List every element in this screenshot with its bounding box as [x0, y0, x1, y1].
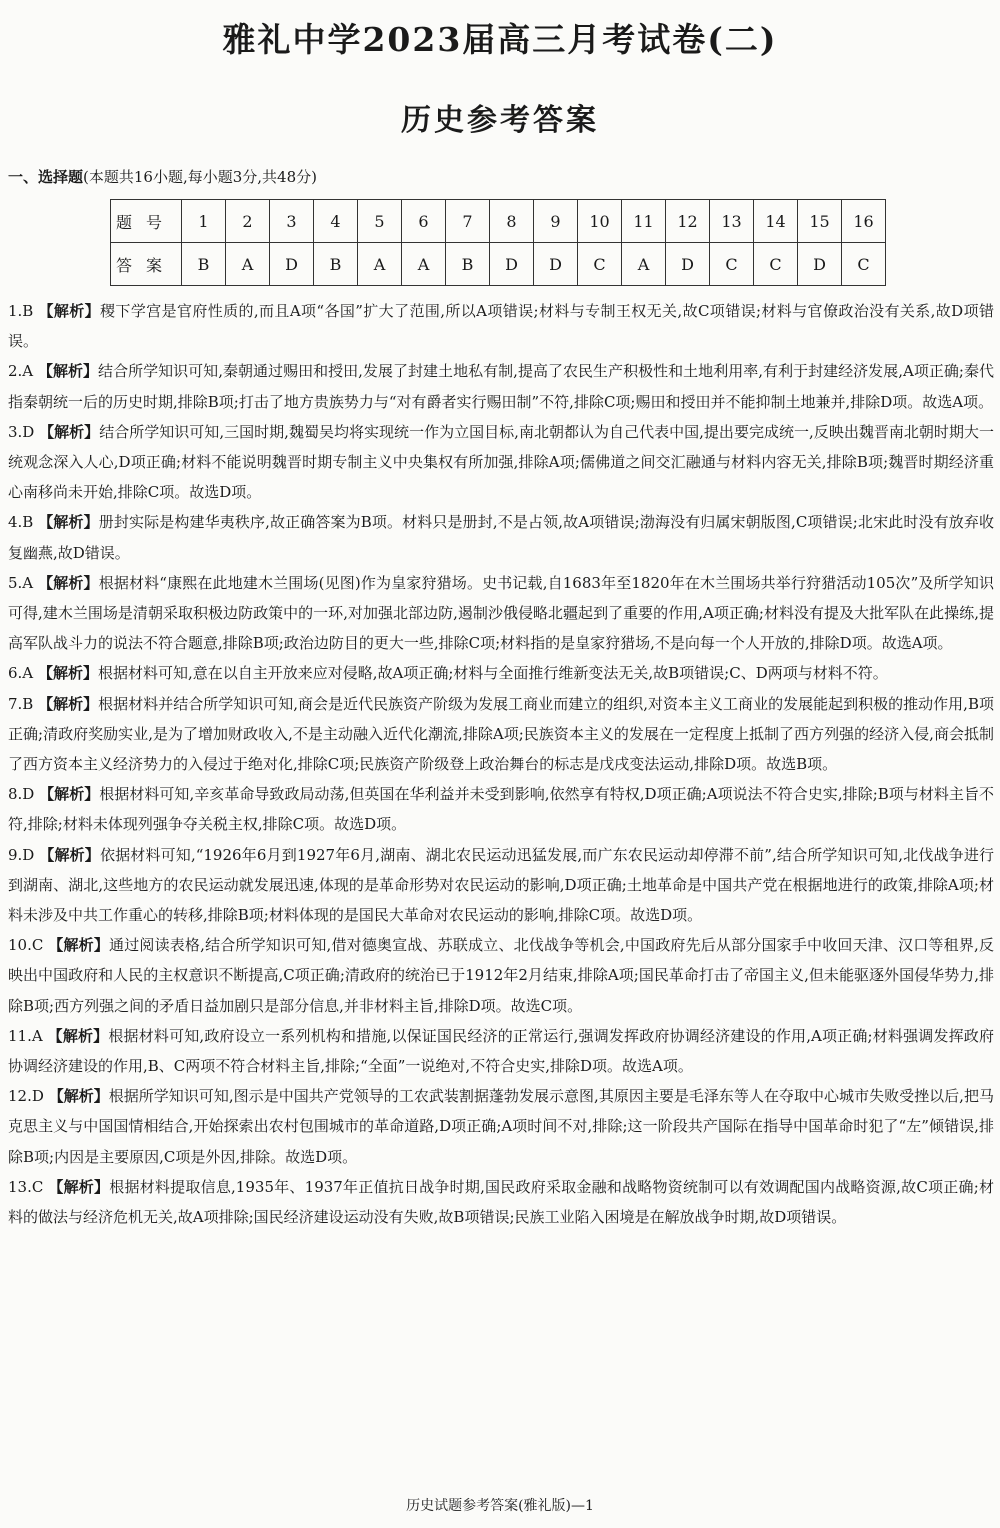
- answer-cell: C: [754, 243, 798, 286]
- analysis-tag: 【解析】: [48, 1087, 109, 1106]
- section-heading: [8, 166, 317, 187]
- analysis-tag: 【解析】: [37, 664, 98, 683]
- item-number: 4.B: [8, 513, 34, 532]
- item-text: 通过阅读表格,结合所学知识可知,借对德奥宣战、苏联成立、北伐战争等机会,中国政府先后从部分国家手中收回天津、汉口等租界,反映出中国政府和人民的主权意识不断提高,C项正确;清政府的统治已于1912年2月结束,排除A项;国民革命打击了帝国主义,但未能驱逐外国侵华势力,排除B项;西方列强之间的矛盾日益加剧只是部分信息,并非材料主旨,排除D项。故选C项。: [8, 936, 994, 1015]
- answer-cell: A: [226, 243, 270, 286]
- question-number-cell: 16: [842, 200, 886, 243]
- analysis-tag: 【解析】: [38, 694, 99, 713]
- question-number-cell: 6: [402, 200, 446, 243]
- item-number: 5.A: [8, 573, 34, 592]
- question-number-cell: 9: [534, 200, 578, 243]
- question-number-cell: 13: [710, 200, 754, 243]
- answer-cell: C: [842, 243, 886, 286]
- explanation-item: [8, 779, 994, 839]
- question-number-cell: 7: [446, 200, 490, 243]
- item-text: 根据材料提取信息,1935年、1937年正值抗日战争时期,国民政府采取金融和战略物资统制可以有效调配国内战略资源,故C项正确;材料的做法与经济危机无关,故A项排除;国民经济建设运动没有失败,故B项错误;民族工业陷入困境是在解放战争时期,故D项错误。: [8, 1177, 994, 1227]
- section-label: 一、选择题: [8, 168, 84, 186]
- explanation-item: [8, 507, 994, 567]
- item-number: 3.D: [8, 422, 35, 441]
- question-number-cell: 3: [270, 200, 314, 243]
- answer-cell: A: [358, 243, 402, 286]
- explanation-item: [8, 1172, 994, 1232]
- explanation-item: [8, 417, 994, 508]
- item-text: 结合所学知识可知,三国时期,魏蜀吴均将实现统一作为立国目标,南北朝都认为自己代表中国,提出要完成统一,反映出魏晋南北朝时期大一统观念深入人心,D项正确;材料不能说明魏晋时期专制主义中央集权有所加强,排除A项;儒佛道之间交汇融通与材料内容无关,排除B项;魏晋时期经济重心南移尚未开始,排除C项。故选D项。: [8, 422, 994, 502]
- item-text: 根据材料可知,意在以自主开放来应对侵略,故A项正确;材料与全面推行维新变法无关,故B项错误;C、D两项与材料不符。: [97, 664, 888, 683]
- item-text: 根据材料并结合所学知识可知,商会是近代民族资产阶级为发展工商业而建立的组织,对资本主义工商业的发展能起到积极的推动作用,B项正确;清政府奖励实业,是为了增加财政收入,不是主动融入近代化潮流,排除A项;民族资本主义的发展在一定程度上抵制了西方列强的经济入侵,商会抵制了西方资本主义经济势力的入侵过于绝对化,排除C项;民族资产阶级登上政治舞台的标志是戊戌变法运动,排除D项。故选B项。: [8, 694, 994, 774]
- explanation-item: [8, 930, 994, 1021]
- item-number: 11.A: [8, 1026, 43, 1045]
- analysis-tag: 【解析】: [37, 362, 99, 381]
- answer-cell: D: [490, 243, 534, 286]
- item-number: 2.A: [8, 362, 34, 381]
- item-text: 依据材料可知,“1926年6月到1927年6月,湖南、湖北农民运动迅猛发展,而广东农民运动却停滞不前”,结合所学知识可知,北伐战争进行到湖南、湖北,这些地方的农民运动就发展迅速,体现的是革命形势对农民运动的影响,D项正确;土地革命是中国共产党在根据地进行的政策,排除A项;材料未涉及中共工作重心的转移,排除B项;材料体现的是国民大革命对农民运动的影响,排除C项。故选D项。: [8, 845, 994, 925]
- question-number-cell: 2: [226, 200, 270, 243]
- analysis-tag: 【解析】: [39, 845, 100, 864]
- answer-cell: A: [622, 243, 666, 286]
- question-number-cell: 12: [666, 200, 710, 243]
- question-number-cell: 11: [622, 200, 666, 243]
- item-number: 8.D: [8, 785, 35, 804]
- item-number: 1.B: [8, 302, 34, 320]
- analysis-tag: 【解析】: [38, 302, 101, 320]
- analysis-tag: 【解析】: [48, 936, 110, 955]
- row-header-number: 题号: [111, 200, 182, 243]
- answer-cell: D: [270, 243, 314, 286]
- answer-cell: D: [798, 243, 842, 286]
- explanation-item: [8, 840, 994, 931]
- analysis-tag: 【解析】: [39, 422, 100, 441]
- answer-cell: B: [446, 243, 490, 286]
- item-number: 10.C: [8, 936, 44, 955]
- explanation-item: [8, 1021, 994, 1081]
- explanation-item: [8, 1081, 994, 1172]
- item-text: 结合所学知识可知,秦朝通过赐田和授田,发展了封建土地私有制,提高了农民生产积极性和土地利用率,有利于封建经济发展,A项正确;秦代指秦朝统一后的历史时期,排除B项;打击了地方贵族势力与“对有爵者实行赐田制”不符,排除C项;赐田和授田并不能抑制土地兼并,排除D项。故选A项。: [8, 362, 994, 411]
- explanation-item: [8, 568, 994, 659]
- page-title: 雅礼中学2023届高三月考试卷(二): [222, 20, 778, 59]
- item-text: 根据所学知识可知,图示是中国共产党领导的工农武装割据蓬勃发展示意图,其原因主要是毛泽东等人在夺取中心城市失败受挫以后,把马克思主义与中国国情相结合,开始探索出农村包围城市的革命道路,D项正确;A项时间不对,排除;这一阶段共产国际在指导中国革命时犯了“左”倾错误,排除B项;内因是主要原因,C项是外因,排除。故选D项。: [8, 1087, 994, 1166]
- item-number: 6.A: [8, 664, 34, 683]
- page-subtitle: 历史参考答案: [401, 103, 599, 138]
- page-footer: 历史试题参考答案(雅礼版)—1: [406, 1498, 594, 1514]
- analysis-tag: 【解析】: [39, 785, 100, 804]
- answer-cell: C: [710, 243, 754, 286]
- item-text: 册封实际是构建华夷秩序,故正确答案为B项。材料只是册封,不是占领,故A项错误;渤海没有归属宋朝版图,C项错误;北宋此时没有放弃收复幽燕,故D错误。: [8, 513, 994, 562]
- row-header-answer: 答案: [111, 243, 182, 286]
- answer-cell: B: [314, 243, 358, 286]
- question-number-cell: 5: [358, 200, 402, 243]
- answer-cell: D: [666, 243, 710, 286]
- question-number-cell: 15: [798, 200, 842, 243]
- answer-cell: D: [534, 243, 578, 286]
- explanation-item: [8, 689, 994, 780]
- explanation-item: [8, 658, 994, 688]
- item-number: 12.D: [8, 1087, 44, 1106]
- item-text: 根据材料“康熙在此地建木兰围场(见图)作为皇家狩猎场。史书记载,自1683年至1820年在木兰围场共举行狩猎活动105次”及所学知识可得,建木兰围场是清朝采取积极边防政策中的一环,对加强北部边防,遏制沙俄侵略北疆起到了重要的作用,A项正确;材料没有提及大批军队在此操练,提高军队战斗力的说法不符合题意,排除B项;政治边防目的更大一些,排除C项;材料指的是皇家狩猎场,不是向每一个人开放的,排除D项。故选A项。: [8, 573, 994, 653]
- explanation-item: [8, 356, 994, 416]
- question-number-cell: 14: [754, 200, 798, 243]
- item-text: 根据材料可知,政府设立一系列机构和措施,以保证国民经济的正常运行,强调发挥政府协调经济建设的作用,A项正确;材料强调发挥政府协调经济建设的作用,B、C两项不符合材料主旨,排除;“全面”一说绝对,不符合史实,排除D项。故选A项。: [8, 1026, 994, 1076]
- answer-cell: A: [402, 243, 446, 286]
- analysis-tag: 【解析】: [38, 513, 99, 532]
- section-note: (本题共16小题,每小题3分,共48分): [83, 168, 317, 186]
- answer-table: [110, 199, 886, 286]
- analysis-tag: 【解析】: [48, 1177, 110, 1196]
- analysis-tag: 【解析】: [47, 1026, 109, 1045]
- analysis-tag: 【解析】: [38, 573, 99, 592]
- answer-table-answer-row: [111, 243, 886, 286]
- answer-cell: C: [578, 243, 622, 286]
- item-text: 根据材料可知,辛亥革命导致政局动荡,但英国在华利益并未受到影响,依然享有特权,D项正确;A项说法不符合史实,排除;B项与材料主旨不符,排除;材料未体现列强争夺关税主权,排除C项。故选D项。: [8, 785, 994, 834]
- question-number-cell: 8: [490, 200, 534, 243]
- item-text: 稷下学宫是官府性质的,而且A项“各国”扩大了范围,所以A项错误;材料与专制王权无关,故C项错误;材料与官僚政治没有关系,故D项错误。: [8, 302, 994, 351]
- answer-table-number-row: [111, 200, 886, 243]
- explanation-item: [8, 296, 994, 356]
- explanations-list: [8, 296, 994, 1232]
- answer-cell: B: [182, 243, 226, 286]
- item-number: 9.D: [8, 845, 35, 864]
- item-number: 7.B: [8, 694, 34, 713]
- question-number-cell: 1: [182, 200, 226, 243]
- question-number-cell: 10: [578, 200, 622, 243]
- item-number: 13.C: [8, 1177, 44, 1196]
- question-number-cell: 4: [314, 200, 358, 243]
